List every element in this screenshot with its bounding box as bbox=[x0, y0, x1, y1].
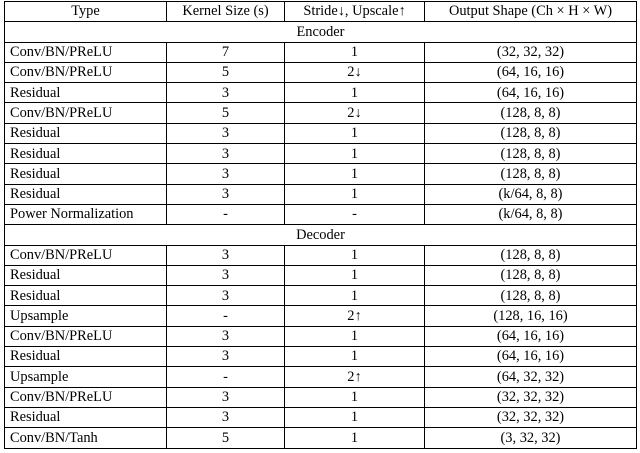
cell-kernel-size: 3 bbox=[167, 326, 285, 346]
cell-output-shape: (64, 16, 16) bbox=[425, 62, 637, 82]
cell-stride: 1 bbox=[285, 387, 425, 407]
table-row bbox=[5, 62, 637, 82]
cell-output-shape: (k/64, 8, 8) bbox=[425, 204, 637, 224]
cell-output-shape: (128, 16, 16) bbox=[425, 306, 637, 326]
cell-kernel-size: 3 bbox=[167, 144, 285, 164]
cell-output-shape: (128, 8, 8) bbox=[425, 123, 637, 143]
cell-output-shape: (64, 32, 32) bbox=[425, 367, 637, 387]
cell-kernel-size: 5 bbox=[167, 62, 285, 82]
cell-type: Residual bbox=[5, 265, 167, 285]
cell-stride: 1 bbox=[285, 42, 425, 62]
cell-output-shape: (128, 8, 8) bbox=[425, 144, 637, 164]
cell-stride: 1 bbox=[285, 245, 425, 265]
cell-output-shape: (32, 32, 32) bbox=[425, 407, 637, 427]
architecture-table bbox=[4, 1, 637, 449]
cell-output-shape: (128, 8, 8) bbox=[425, 164, 637, 184]
section-title: Encoder bbox=[5, 22, 637, 42]
cell-stride: 1 bbox=[285, 347, 425, 367]
table-row bbox=[5, 265, 637, 285]
cell-type: Residual bbox=[5, 407, 167, 427]
table-row bbox=[5, 164, 637, 184]
table-row bbox=[5, 387, 637, 407]
header-stride-upscale: Stride↓, Upscale↑ bbox=[285, 2, 425, 22]
cell-output-shape: (64, 16, 16) bbox=[425, 83, 637, 103]
table-row bbox=[5, 123, 637, 143]
cell-output-shape: (3, 32, 32) bbox=[425, 428, 637, 448]
cell-output-shape: (32, 32, 32) bbox=[425, 42, 637, 62]
cell-output-shape: (128, 8, 8) bbox=[425, 265, 637, 285]
cell-output-shape: (128, 8, 8) bbox=[425, 245, 637, 265]
cell-type: Residual bbox=[5, 347, 167, 367]
table-row bbox=[5, 144, 637, 164]
cell-kernel-size: 5 bbox=[167, 428, 285, 448]
table-row bbox=[5, 83, 637, 103]
cell-kernel-size: 3 bbox=[167, 387, 285, 407]
cell-output-shape: (k/64, 8, 8) bbox=[425, 184, 637, 204]
table-body bbox=[5, 22, 637, 448]
header-output-shape: Output Shape (Ch × H × W) bbox=[425, 2, 637, 22]
cell-output-shape: (64, 16, 16) bbox=[425, 326, 637, 346]
table-row bbox=[5, 245, 637, 265]
cell-stride: 1 bbox=[285, 144, 425, 164]
cell-stride: 2↑ bbox=[285, 367, 425, 387]
header-row bbox=[5, 2, 637, 22]
cell-stride: 1 bbox=[285, 407, 425, 427]
cell-stride: 1 bbox=[285, 164, 425, 184]
cell-stride: 2↓ bbox=[285, 62, 425, 82]
table-row bbox=[5, 286, 637, 306]
cell-kernel-size: - bbox=[167, 204, 285, 224]
cell-kernel-size: 3 bbox=[167, 184, 285, 204]
cell-kernel-size: 3 bbox=[167, 83, 285, 103]
section-header-row bbox=[5, 225, 637, 245]
cell-type: Conv/BN/PReLU bbox=[5, 387, 167, 407]
section-title: Decoder bbox=[5, 225, 637, 245]
table-row bbox=[5, 407, 637, 427]
header-kernel-size: Kernel Size (s) bbox=[167, 2, 285, 22]
cell-stride: 2↓ bbox=[285, 103, 425, 123]
cell-kernel-size: 3 bbox=[167, 265, 285, 285]
table-row bbox=[5, 326, 637, 346]
cell-output-shape: (64, 16, 16) bbox=[425, 347, 637, 367]
cell-kernel-size: - bbox=[167, 367, 285, 387]
cell-type: Residual bbox=[5, 164, 167, 184]
table-row bbox=[5, 428, 637, 448]
cell-stride: 1 bbox=[285, 286, 425, 306]
table-row bbox=[5, 42, 637, 62]
cell-type: Conv/BN/PReLU bbox=[5, 42, 167, 62]
cell-type: Upsample bbox=[5, 306, 167, 326]
cell-kernel-size: 3 bbox=[167, 123, 285, 143]
cell-type: Residual bbox=[5, 83, 167, 103]
cell-stride: 2↑ bbox=[285, 306, 425, 326]
cell-type: Conv/BN/PReLU bbox=[5, 62, 167, 82]
table-row bbox=[5, 103, 637, 123]
cell-kernel-size: 7 bbox=[167, 42, 285, 62]
header-type: Type bbox=[5, 2, 167, 22]
cell-kernel-size: 3 bbox=[167, 347, 285, 367]
cell-type: Upsample bbox=[5, 367, 167, 387]
cell-kernel-size: 3 bbox=[167, 407, 285, 427]
cell-stride: 1 bbox=[285, 184, 425, 204]
cell-output-shape: (128, 8, 8) bbox=[425, 103, 637, 123]
table-row bbox=[5, 367, 637, 387]
cell-stride: 1 bbox=[285, 265, 425, 285]
cell-type: Residual bbox=[5, 144, 167, 164]
cell-kernel-size: 3 bbox=[167, 245, 285, 265]
cell-stride: - bbox=[285, 204, 425, 224]
cell-type: Conv/BN/PReLU bbox=[5, 245, 167, 265]
cell-type: Power Normalization bbox=[5, 204, 167, 224]
cell-type: Conv/BN/Tanh bbox=[5, 428, 167, 448]
cell-stride: 1 bbox=[285, 83, 425, 103]
table-row bbox=[5, 204, 637, 224]
table-row bbox=[5, 306, 637, 326]
cell-output-shape: (128, 8, 8) bbox=[425, 286, 637, 306]
table-row bbox=[5, 347, 637, 367]
cell-type: Conv/BN/PReLU bbox=[5, 326, 167, 346]
cell-kernel-size: 3 bbox=[167, 286, 285, 306]
cell-kernel-size: 3 bbox=[167, 164, 285, 184]
cell-stride: 1 bbox=[285, 326, 425, 346]
cell-kernel-size: - bbox=[167, 306, 285, 326]
cell-type: Residual bbox=[5, 286, 167, 306]
cell-type: Residual bbox=[5, 123, 167, 143]
table-row bbox=[5, 184, 637, 204]
cell-output-shape: (32, 32, 32) bbox=[425, 387, 637, 407]
section-header-row bbox=[5, 22, 637, 42]
cell-stride: 1 bbox=[285, 123, 425, 143]
cell-type: Conv/BN/PReLU bbox=[5, 103, 167, 123]
cell-type: Residual bbox=[5, 184, 167, 204]
cell-stride: 1 bbox=[285, 428, 425, 448]
cell-kernel-size: 5 bbox=[167, 103, 285, 123]
